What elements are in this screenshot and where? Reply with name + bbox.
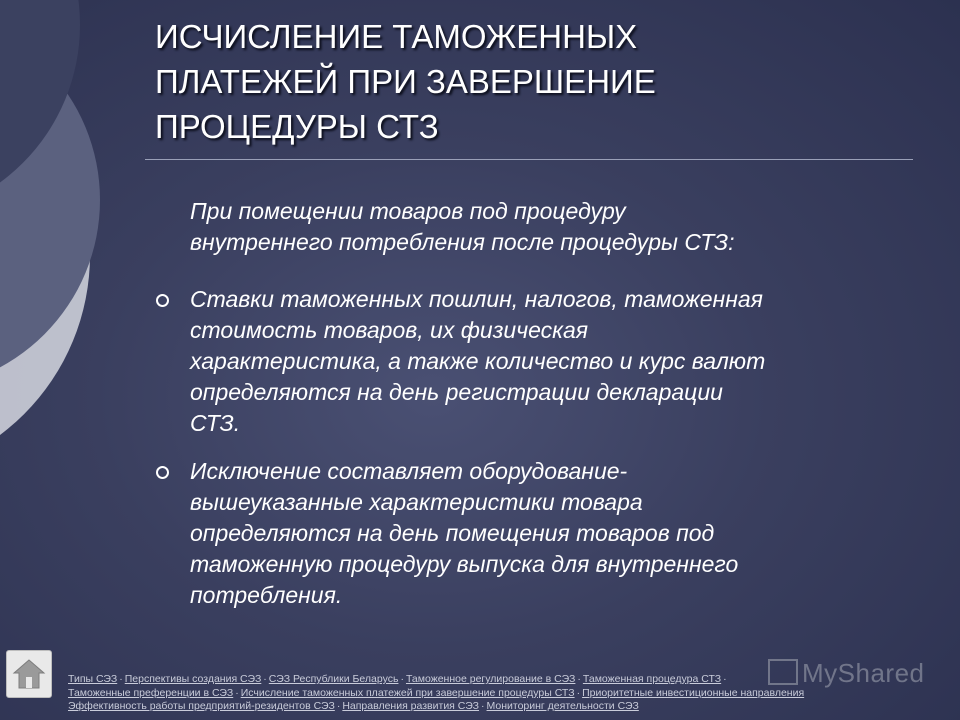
home-button[interactable] — [6, 650, 52, 698]
footer-link[interactable]: Перспективы создания СЭЗ — [124, 673, 262, 685]
footer-link[interactable]: Таможенная процедура СТЗ — [582, 673, 722, 685]
bullet-text — [190, 456, 890, 611]
footer-links — [68, 673, 948, 714]
intro-paragraph — [190, 196, 880, 258]
title-line: ПЛАТЕЖЕЙ ПРИ ЗАВЕРШЕНИЕ — [155, 63, 656, 100]
bullet-line: определяются на день помещения товаров под — [190, 520, 715, 546]
intro-line: При помещении товаров под процедуру — [190, 198, 626, 224]
home-icon — [12, 657, 46, 691]
footer-link[interactable]: Таможенные преференции в СЭЗ — [68, 686, 234, 699]
title-divider — [145, 159, 913, 160]
footer-link[interactable]: Мониторинг деятельности СЭЗ — [486, 700, 639, 712]
footer-links-row: Таможенные преференции в СЭЗ · Исчисление таможенных платежей при завершение процедуры СТЗ · Приоритетные инвестиционные направления — [68, 686, 805, 699]
intro-line: внутреннего потребления после процедуры СТЗ: — [190, 229, 735, 255]
footer-link[interactable]: Исчисление таможенных платежей при завершение процедуры СТЗ — [240, 686, 575, 699]
footer-link[interactable]: Приоритетные инвестиционные направления — [582, 686, 805, 699]
bullet-text — [190, 284, 890, 439]
footer-link[interactable]: Типы СЭЗ — [68, 673, 118, 685]
bullet-line: определяются на день регистрации декларации — [190, 379, 723, 405]
slide-title — [155, 14, 855, 149]
bullet-line: вышеуказанные характеристики товара — [190, 489, 643, 515]
footer-link[interactable]: Направления развития СЭЗ — [342, 700, 480, 712]
bullet-line: потребления. — [190, 582, 343, 608]
hollow-circle-bullet-icon — [156, 294, 169, 307]
footer-link[interactable]: Эффективность работы предприятий-резидентов СЭЗ — [68, 700, 335, 712]
bullet-line: Исключение составляет оборудование- — [190, 458, 628, 484]
hollow-circle-bullet-icon — [156, 466, 169, 479]
bullet-line: стоимость товаров, их физическая — [190, 317, 589, 343]
title-line: ПРОЦЕДУРЫ СТЗ — [155, 108, 439, 145]
title-line: ИСЧИСЛЕНИЕ ТАМОЖЕННЫХ — [155, 18, 638, 55]
footer-link[interactable]: СЭЗ Республики Беларусь — [268, 673, 399, 685]
footer-links-row: Типы СЭЗ · Перспективы создания СЭЗ · СЭЗ Республики Беларусь · Таможенное регулирование в СЭЗ · Таможенная процедура СТЗ · — [68, 673, 727, 685]
bullet-line: СТЗ. — [190, 410, 241, 436]
footer-links-row: Эффективность работы предприятий-резидентов СЭЗ · Направления развития СЭЗ · Мониторинг деятельности СЭЗ — [68, 700, 639, 712]
bullet-line: таможенную процедуру выпуска для внутреннего — [190, 551, 739, 577]
bullet-line: характеристика, а также количество и курс валют — [190, 348, 766, 374]
bullet-line: Ставки таможенных пошлин, налогов, таможенная — [190, 286, 763, 312]
footer-link[interactable]: Таможенное регулирование в СЭЗ — [405, 673, 576, 685]
watermark-text: MyShared — [802, 658, 925, 688]
